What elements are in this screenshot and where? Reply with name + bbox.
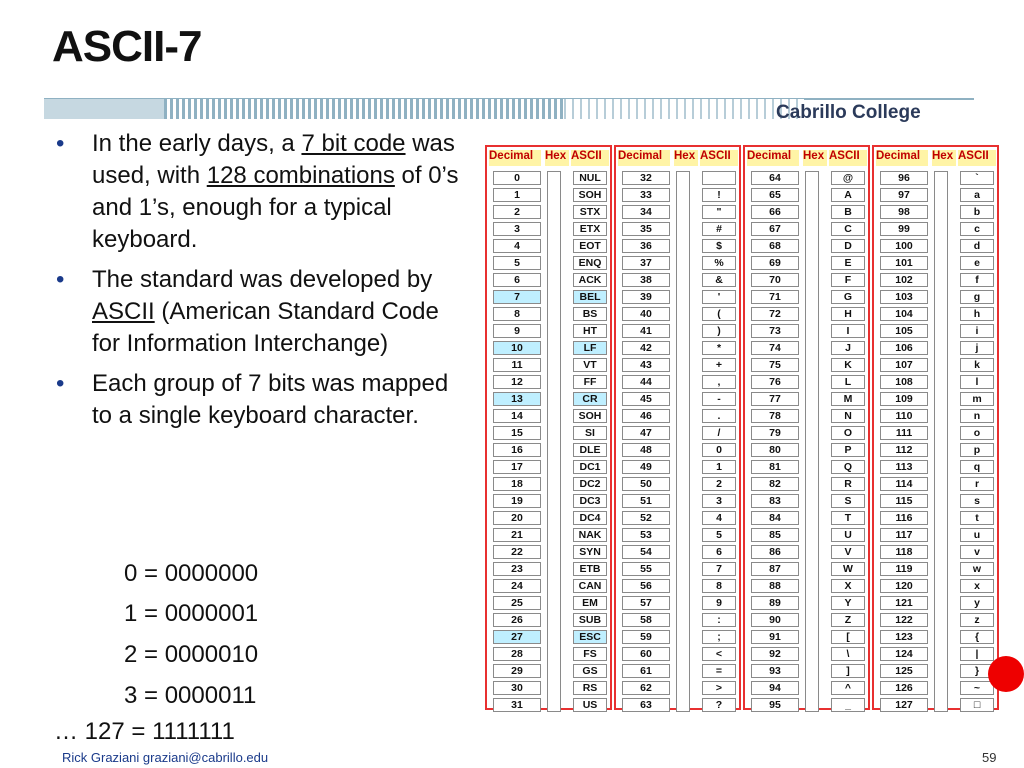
ascii-char-cell: DC3 <box>573 494 607 508</box>
ascii-char-cell: SYN <box>573 545 607 559</box>
decimal-cell: 97 <box>880 188 928 202</box>
decimal-cell: 12 <box>493 375 541 389</box>
ascii-char-cell: DC4 <box>573 511 607 525</box>
decimal-cell: 120 <box>880 579 928 593</box>
college-logo-text: Cabrillo College <box>776 102 921 123</box>
ascii-char-cell: A <box>831 188 865 202</box>
decimal-cell: 62 <box>622 681 670 695</box>
decimal-cell: 114 <box>880 477 928 491</box>
decimal-cell: 28 <box>493 647 541 661</box>
ascii-char-cell: L <box>831 375 865 389</box>
ascii-char-cell: CAN <box>573 579 607 593</box>
decimal-cell: 9 <box>493 324 541 338</box>
ascii-char-cell: ! <box>702 188 736 202</box>
ascii-char-cell: | <box>960 647 994 661</box>
decimal-cell: 90 <box>751 613 799 627</box>
ascii-char-cell: u <box>960 528 994 542</box>
hex-column <box>547 171 561 712</box>
slide-title: ASCII-7 <box>52 22 202 71</box>
ascii-char-cell: ESC <box>573 630 607 644</box>
mapping-line-4: 3 = 0000011 <box>124 682 257 709</box>
decimal-cell: 37 <box>622 256 670 270</box>
decimal-cell: 54 <box>622 545 670 559</box>
decimal-cell: 75 <box>751 358 799 372</box>
ascii-char-cell: o <box>960 426 994 440</box>
decimal-cell: 106 <box>880 341 928 355</box>
decimal-cell: 30 <box>493 681 541 695</box>
ascii-char-cell: p <box>960 443 994 457</box>
decimal-cell: 110 <box>880 409 928 423</box>
ascii-group-1 <box>485 145 612 710</box>
column-header-hex: Hex <box>803 150 827 166</box>
decimal-cell: 78 <box>751 409 799 423</box>
decimal-cell: 7 <box>493 290 541 304</box>
ascii-char-cell: P <box>831 443 865 457</box>
hex-column <box>676 171 690 712</box>
footer-author: Rick Graziani graziani@cabrillo.edu <box>62 750 269 765</box>
decimal-cell: 83 <box>751 494 799 508</box>
decimal-cell: 86 <box>751 545 799 559</box>
ascii-char-cell: } <box>960 664 994 678</box>
ascii-char-cell: NUL <box>573 171 607 185</box>
ascii-char-cell: J <box>831 341 865 355</box>
decimal-cell: 92 <box>751 647 799 661</box>
ascii-char-cell: ; <box>702 630 736 644</box>
ascii-char-cell: N <box>831 409 865 423</box>
ascii-char-cell: CR <box>573 392 607 406</box>
decimal-cell: 29 <box>493 664 541 678</box>
ascii-char-cell: { <box>960 630 994 644</box>
decimal-cell: 118 <box>880 545 928 559</box>
decimal-cell: 20 <box>493 511 541 525</box>
decimal-cell: 89 <box>751 596 799 610</box>
decimal-cell: 94 <box>751 681 799 695</box>
ascii-char-cell: v <box>960 545 994 559</box>
ascii-char-cell: [ <box>831 630 865 644</box>
decimal-cell: 16 <box>493 443 541 457</box>
bullet-dot-icon: • <box>56 266 65 293</box>
ascii-char-cell: ' <box>702 290 736 304</box>
decimal-cell: 25 <box>493 596 541 610</box>
ascii-char-cell: K <box>831 358 865 372</box>
ascii-char-cell: □ <box>960 698 994 712</box>
decimal-cell: 15 <box>493 426 541 440</box>
ascii-char-cell: m <box>960 392 994 406</box>
ascii-char-cell: Y <box>831 596 865 610</box>
ascii-char-cell: SOH <box>573 188 607 202</box>
decimal-cell: 27 <box>493 630 541 644</box>
ascii-char-cell: C <box>831 222 865 236</box>
ascii-char-cell: & <box>702 273 736 287</box>
decimal-cell: 6 <box>493 273 541 287</box>
decimal-cell: 112 <box>880 443 928 457</box>
ascii-char-cell: , <box>702 375 736 389</box>
ascii-char-cell: 0 <box>702 443 736 457</box>
ascii-char-cell: EOT <box>573 239 607 253</box>
ascii-char-cell: " <box>702 205 736 219</box>
ascii-char-cell: ` <box>960 171 994 185</box>
decimal-cell: 63 <box>622 698 670 712</box>
decimal-cell: 124 <box>880 647 928 661</box>
decimal-cell: 85 <box>751 528 799 542</box>
bullet-item-1: • In the early days, a 7 bit code was used, with 128 combinations of 0’s and 1’s, enough for a typical keyboard. <box>56 130 459 253</box>
ascii-char-cell: G <box>831 290 865 304</box>
ascii-char-cell: U <box>831 528 865 542</box>
decimal-cell: 76 <box>751 375 799 389</box>
decimal-cell: 100 <box>880 239 928 253</box>
ascii-char-cell: SUB <box>573 613 607 627</box>
ascii-char-cell: SOH <box>573 409 607 423</box>
decimal-cell: 107 <box>880 358 928 372</box>
ascii-char-cell: D <box>831 239 865 253</box>
decimal-cell: 55 <box>622 562 670 576</box>
decimal-cell: 46 <box>622 409 670 423</box>
ascii-char-cell: ETX <box>573 222 607 236</box>
ascii-char-cell: $ <box>702 239 736 253</box>
ascii-char-cell: q <box>960 460 994 474</box>
decimal-cell: 65 <box>751 188 799 202</box>
decimal-cell: 47 <box>622 426 670 440</box>
decimal-cell: 50 <box>622 477 670 491</box>
bullet-item-3: • Each group of 7 bits was mapped to a single keyboard character. <box>56 370 449 429</box>
ascii-group-3 <box>743 145 870 710</box>
decimal-cell: 1 <box>493 188 541 202</box>
decimal-cell: 91 <box>751 630 799 644</box>
ascii-char-cell: / <box>702 426 736 440</box>
decimal-cell: 51 <box>622 494 670 508</box>
decimal-cell: 103 <box>880 290 928 304</box>
ascii-group-4 <box>872 145 999 710</box>
ascii-char-cell: f <box>960 273 994 287</box>
ascii-char-cell: - <box>702 392 736 406</box>
ascii-char-cell: FS <box>573 647 607 661</box>
ascii-char-cell: ^ <box>831 681 865 695</box>
ascii-char-cell: V <box>831 545 865 559</box>
ascii-char-cell: r <box>960 477 994 491</box>
ascii-char-cell: NAK <box>573 528 607 542</box>
ascii-char-cell: w <box>960 562 994 576</box>
ascii-char-cell: i <box>960 324 994 338</box>
ascii-table <box>485 145 1000 710</box>
ascii-char-cell: FF <box>573 375 607 389</box>
ascii-char-cell: X <box>831 579 865 593</box>
decimal-cell: 127 <box>880 698 928 712</box>
mapping-line-2: 1 = 0000001 <box>124 600 259 627</box>
ascii-char-cell: 9 <box>702 596 736 610</box>
ascii-char-cell: 7 <box>702 562 736 576</box>
ascii-char-cell: ) <box>702 324 736 338</box>
hex-column <box>934 171 948 712</box>
ascii-char-cell: b <box>960 205 994 219</box>
column-header-ascii: ASCII <box>829 150 867 166</box>
mapping-line-3: 2 = 0000010 <box>124 641 259 668</box>
bullet-dot-icon: • <box>56 130 65 157</box>
decimal-cell: 111 <box>880 426 928 440</box>
ascii-char-cell: 1 <box>702 460 736 474</box>
ascii-char-cell: . <box>702 409 736 423</box>
column-header-hex: Hex <box>545 150 569 166</box>
ascii-char-cell: ENQ <box>573 256 607 270</box>
ascii-char-cell: a <box>960 188 994 202</box>
decimal-cell: 8 <box>493 307 541 321</box>
decimal-cell: 125 <box>880 664 928 678</box>
ascii-char-cell: h <box>960 307 994 321</box>
bullet-dot-icon: • <box>56 370 65 397</box>
decimal-cell: 77 <box>751 392 799 406</box>
ascii-char-cell: M <box>831 392 865 406</box>
ascii-char-cell: k <box>960 358 994 372</box>
decimal-cell: 11 <box>493 358 541 372</box>
decimal-cell: 40 <box>622 307 670 321</box>
ascii-char-cell: % <box>702 256 736 270</box>
decimal-cell: 116 <box>880 511 928 525</box>
ascii-char-cell: \ <box>831 647 865 661</box>
decimal-cell: 87 <box>751 562 799 576</box>
ascii-char-cell: STX <box>573 205 607 219</box>
ascii-char-cell: 5 <box>702 528 736 542</box>
decimal-cell: 35 <box>622 222 670 236</box>
decimal-cell: 36 <box>622 239 670 253</box>
ascii-char-cell: 2 <box>702 477 736 491</box>
ascii-char-cell: S <box>831 494 865 508</box>
decimal-cell: 66 <box>751 205 799 219</box>
ascii-char-cell <box>702 171 736 185</box>
ascii-char-cell: EM <box>573 596 607 610</box>
column-header-ascii: ASCII <box>700 150 738 166</box>
decimal-cell: 5 <box>493 256 541 270</box>
decimal-cell: 44 <box>622 375 670 389</box>
decimal-cell: 21 <box>493 528 541 542</box>
decimal-cell: 122 <box>880 613 928 627</box>
ascii-char-cell: GS <box>573 664 607 678</box>
decimal-cell: 71 <box>751 290 799 304</box>
ascii-char-cell: s <box>960 494 994 508</box>
column-header-hex: Hex <box>674 150 698 166</box>
ascii-char-cell: # <box>702 222 736 236</box>
decimal-cell: 68 <box>751 239 799 253</box>
decimal-cell: 95 <box>751 698 799 712</box>
ascii-char-cell: F <box>831 273 865 287</box>
decimal-cell: 18 <box>493 477 541 491</box>
ascii-char-cell: @ <box>831 171 865 185</box>
hex-column <box>805 171 819 712</box>
decimal-cell: 38 <box>622 273 670 287</box>
decimal-cell: 79 <box>751 426 799 440</box>
ascii-char-cell: W <box>831 562 865 576</box>
ascii-char-cell: Z <box>831 613 865 627</box>
decimal-cell: 14 <box>493 409 541 423</box>
ascii-char-cell: ] <box>831 664 865 678</box>
decimal-cell: 41 <box>622 324 670 338</box>
ascii-char-cell: 3 <box>702 494 736 508</box>
decimal-cell: 126 <box>880 681 928 695</box>
column-header-hex: Hex <box>932 150 956 166</box>
ascii-char-cell: ( <box>702 307 736 321</box>
decimal-cell: 10 <box>493 341 541 355</box>
ascii-char-cell: ~ <box>960 681 994 695</box>
decimal-cell: 99 <box>880 222 928 236</box>
decimal-cell: 84 <box>751 511 799 525</box>
decimal-cell: 80 <box>751 443 799 457</box>
decimal-cell: 57 <box>622 596 670 610</box>
ascii-char-cell: SI <box>573 426 607 440</box>
decimal-cell: 102 <box>880 273 928 287</box>
decimal-cell: 67 <box>751 222 799 236</box>
mapping-line-last: … 127 = 1111111 <box>54 718 235 745</box>
ascii-char-cell: + <box>702 358 736 372</box>
decimal-cell: 32 <box>622 171 670 185</box>
decimal-cell: 115 <box>880 494 928 508</box>
decimal-cell: 45 <box>622 392 670 406</box>
decimal-cell: 2 <box>493 205 541 219</box>
decimal-cell: 23 <box>493 562 541 576</box>
ascii-char-cell: e <box>960 256 994 270</box>
ascii-char-cell: US <box>573 698 607 712</box>
ascii-char-cell: = <box>702 664 736 678</box>
decimal-cell: 101 <box>880 256 928 270</box>
decimal-cell: 43 <box>622 358 670 372</box>
ascii-group-2 <box>614 145 741 710</box>
decimal-cell: 117 <box>880 528 928 542</box>
page-number: 59 <box>982 750 997 765</box>
ascii-char-cell: H <box>831 307 865 321</box>
decimal-cell: 98 <box>880 205 928 219</box>
ascii-char-cell: y <box>960 596 994 610</box>
ascii-char-cell: T <box>831 511 865 525</box>
decimal-cell: 42 <box>622 341 670 355</box>
ascii-char-cell: RS <box>573 681 607 695</box>
decimal-cell: 93 <box>751 664 799 678</box>
ascii-char-cell: B <box>831 205 865 219</box>
decimal-cell: 82 <box>751 477 799 491</box>
ascii-char-cell: O <box>831 426 865 440</box>
bullet-list <box>56 128 466 440</box>
decimal-cell: 59 <box>622 630 670 644</box>
column-header-ascii: ASCII <box>958 150 996 166</box>
decimal-cell: 4 <box>493 239 541 253</box>
ascii-char-cell: DLE <box>573 443 607 457</box>
column-header-ascii: ASCII <box>571 150 609 166</box>
decimal-cell: 72 <box>751 307 799 321</box>
ascii-char-cell: > <box>702 681 736 695</box>
decimal-cell: 49 <box>622 460 670 474</box>
decimal-cell: 19 <box>493 494 541 508</box>
ascii-char-cell: DC1 <box>573 460 607 474</box>
ascii-char-cell: HT <box>573 324 607 338</box>
ascii-char-cell: : <box>702 613 736 627</box>
decimal-cell: 24 <box>493 579 541 593</box>
decimal-cell: 104 <box>880 307 928 321</box>
decimal-cell: 52 <box>622 511 670 525</box>
decimal-cell: 0 <box>493 171 541 185</box>
decimal-cell: 61 <box>622 664 670 678</box>
decimal-cell: 58 <box>622 613 670 627</box>
ascii-char-cell: BS <box>573 307 607 321</box>
ascii-char-cell: DC2 <box>573 477 607 491</box>
decimal-cell: 60 <box>622 647 670 661</box>
decimal-cell: 3 <box>493 222 541 236</box>
ascii-char-cell: g <box>960 290 994 304</box>
decimal-cell: 53 <box>622 528 670 542</box>
decimal-cell: 33 <box>622 188 670 202</box>
ascii-char-cell: ETB <box>573 562 607 576</box>
ascii-char-cell: * <box>702 341 736 355</box>
decimal-cell: 48 <box>622 443 670 457</box>
ascii-char-cell: l <box>960 375 994 389</box>
column-header-decimal: Decimal <box>618 150 670 166</box>
decimal-cell: 39 <box>622 290 670 304</box>
ascii-char-cell: LF <box>573 341 607 355</box>
decimal-cell: 88 <box>751 579 799 593</box>
decimal-cell: 17 <box>493 460 541 474</box>
decimal-cell: 69 <box>751 256 799 270</box>
decimal-cell: 34 <box>622 205 670 219</box>
ascii-char-cell: ACK <box>573 273 607 287</box>
bullet-item-2: • The standard was developed by ASCII (American Standard Code for Information Interchange) <box>56 266 439 357</box>
ascii-char-cell: 6 <box>702 545 736 559</box>
decimal-cell: 108 <box>880 375 928 389</box>
column-header-decimal: Decimal <box>489 150 541 166</box>
column-header-decimal: Decimal <box>876 150 928 166</box>
ascii-char-cell: x <box>960 579 994 593</box>
ascii-char-cell: R <box>831 477 865 491</box>
decimal-cell: 81 <box>751 460 799 474</box>
ascii-char-cell: VT <box>573 358 607 372</box>
decimal-cell: 64 <box>751 171 799 185</box>
ascii-char-cell: z <box>960 613 994 627</box>
decimal-cell: 109 <box>880 392 928 406</box>
decimal-cell: 113 <box>880 460 928 474</box>
decimal-cell: 56 <box>622 579 670 593</box>
ascii-char-cell: I <box>831 324 865 338</box>
decimal-cell: 70 <box>751 273 799 287</box>
ascii-char-cell: d <box>960 239 994 253</box>
decimal-cell: 119 <box>880 562 928 576</box>
ascii-char-cell: BEL <box>573 290 607 304</box>
ascii-char-cell: < <box>702 647 736 661</box>
decimal-cell: 73 <box>751 324 799 338</box>
ascii-char-cell: 8 <box>702 579 736 593</box>
column-header-decimal: Decimal <box>747 150 799 166</box>
ascii-char-cell: n <box>960 409 994 423</box>
decimal-cell: 74 <box>751 341 799 355</box>
ascii-char-cell: t <box>960 511 994 525</box>
decimal-cell: 121 <box>880 596 928 610</box>
decimal-cell: 96 <box>880 171 928 185</box>
decimal-cell: 31 <box>493 698 541 712</box>
decimal-cell: 22 <box>493 545 541 559</box>
ascii-char-cell: Q <box>831 460 865 474</box>
ascii-char-cell: E <box>831 256 865 270</box>
ascii-char-cell: j <box>960 341 994 355</box>
ascii-char-cell: c <box>960 222 994 236</box>
decimal-cell: 123 <box>880 630 928 644</box>
decimal-cell: 26 <box>493 613 541 627</box>
ascii-char-cell: _ <box>831 698 865 712</box>
mapping-line-1: 0 = 0000000 <box>124 560 259 587</box>
ascii-char-cell: ? <box>702 698 736 712</box>
red-pointer-dot <box>988 656 1024 692</box>
decimal-cell: 105 <box>880 324 928 338</box>
decimal-cell: 13 <box>493 392 541 406</box>
ascii-char-cell: 4 <box>702 511 736 525</box>
